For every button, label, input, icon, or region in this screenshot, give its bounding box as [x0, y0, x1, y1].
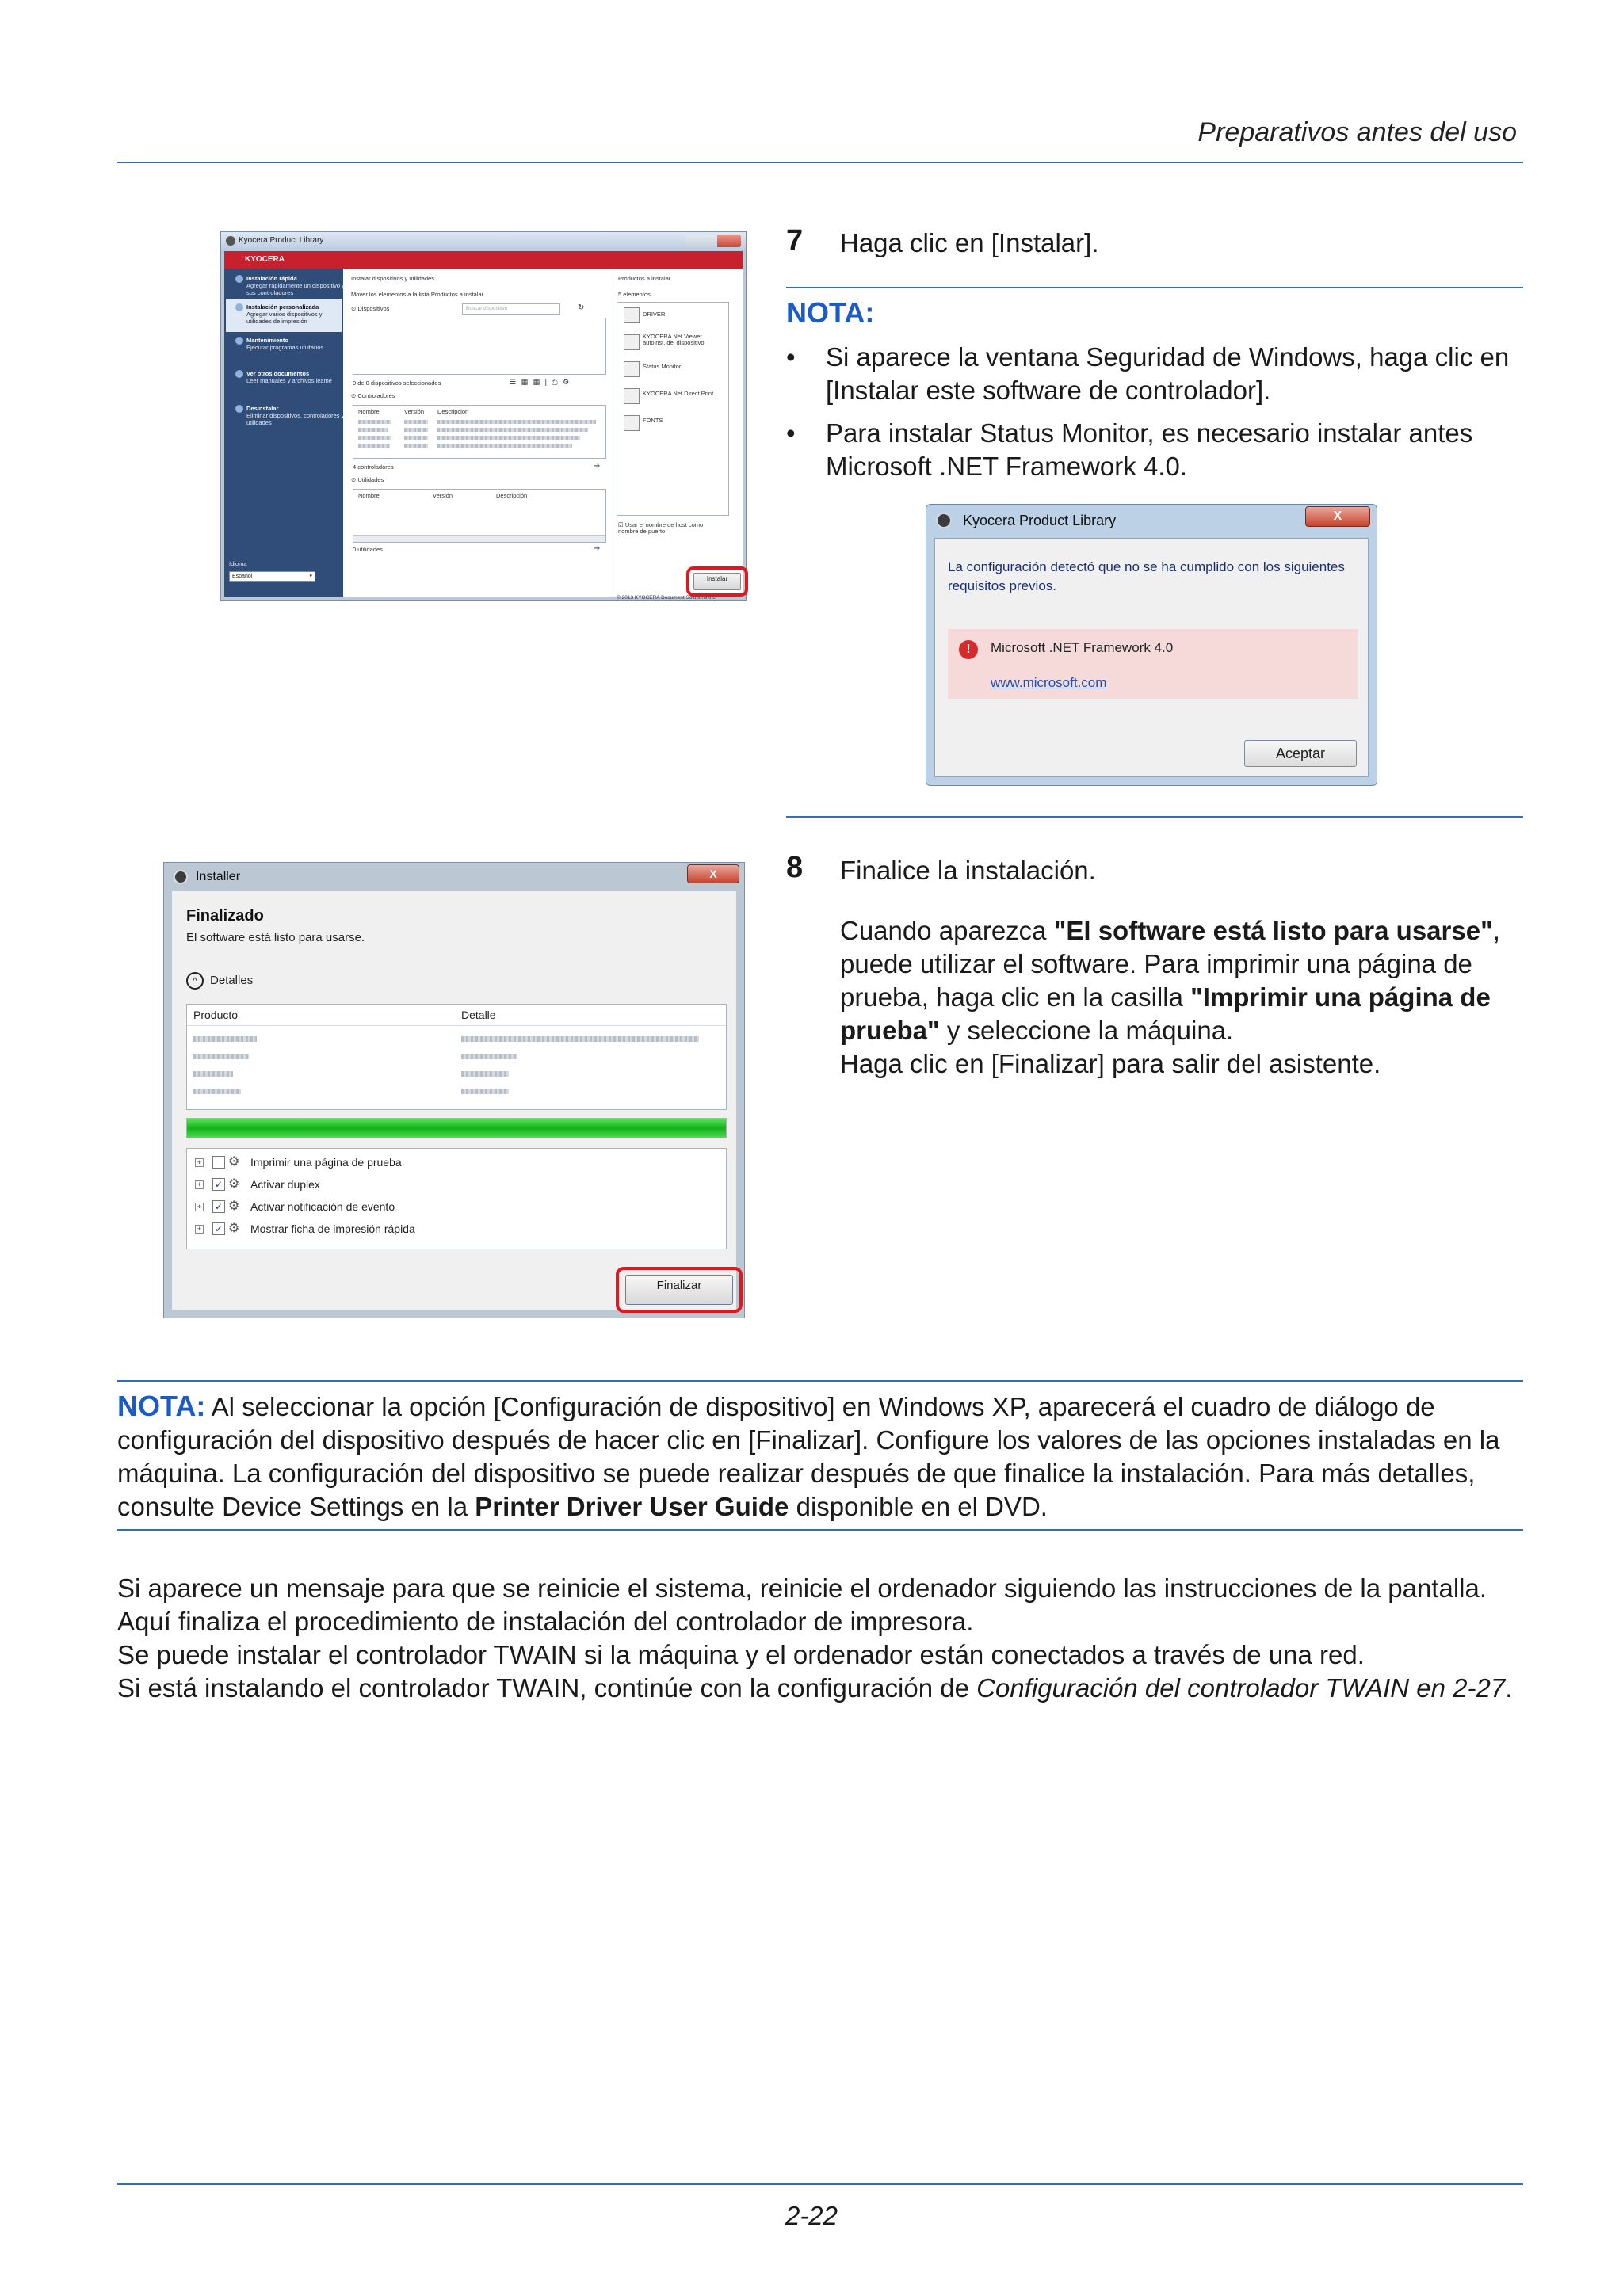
step8-paragraph: Cuando aparezca "El software está listo para usarse", puede utilizar el software. Para imprimir una página de prueba, haga clic en la casilla "Imprimir una página de prueba" y seleccione la máquina. Haga clic en [Finalizar] para salir del asistente. — [840, 916, 1500, 1078]
devices-section-label[interactable]: ⊙ Dispositivos — [351, 305, 390, 312]
device-toolbar-icons[interactable]: ☰ ▦ ▦ | ⎙ ⚙ — [510, 378, 571, 386]
gear-icon: ⚙ — [228, 1177, 240, 1191]
arrow-right-icon[interactable]: ➜ — [594, 462, 601, 471]
accept-button[interactable]: Aceptar — [1244, 740, 1357, 767]
products-title: Productos a instalar — [618, 275, 671, 282]
note-divider — [117, 1380, 1523, 1382]
page-number: 2-22 — [785, 2201, 838, 2230]
app-icon — [174, 870, 188, 884]
note-label: NOTA: — [786, 296, 875, 329]
step-text: Finalice la instalación. — [840, 856, 1096, 885]
sidebar-item-uninstall[interactable]: Desinstalar Eliminar dispositivos, controladores y utilidades — [239, 405, 346, 426]
drivers-count: 4 controladores — [353, 463, 394, 471]
finish-button[interactable]: Finalizar — [625, 1275, 733, 1305]
prerequisite-message: La configuración detectó que no se ha cumplido con los siguientes requisitos previos. — [948, 559, 1345, 593]
option-print-test-page[interactable]: + ⚙ Imprimir una página de prueba — [195, 1154, 402, 1171]
window-title: Kyocera Product Library — [239, 236, 324, 245]
chevron-up-icon: ^ — [186, 972, 204, 990]
custom-install-icon — [235, 303, 243, 311]
collapse-icon: ⊙ — [351, 392, 358, 399]
sidebar-item-maintenance[interactable]: Mantenimiento Ejecutar programas utilitarios — [239, 337, 346, 351]
checkbox[interactable]: ✓ — [212, 1200, 225, 1213]
copyright: © 2013 KYOCERA Document Solutions Inc. — [617, 595, 717, 601]
option-quick-print-tab[interactable]: + ✓ ⚙ Mostrar ficha de impresión rápida — [195, 1220, 415, 1238]
note-bullet: • Para instalar Status Monitor, es necesario instalar antes Microsoft .NET Framework 4.0. — [786, 418, 1473, 481]
close-button[interactable]: X — [1305, 506, 1370, 527]
utilities-count: 0 utilidades — [353, 546, 383, 553]
arrow-right-icon[interactable]: ➜ — [594, 544, 601, 553]
kyocera-logo: KYOCERA — [245, 255, 285, 264]
app-icon — [226, 236, 235, 246]
step-number: 7 — [786, 224, 804, 257]
install-button[interactable]: Instalar — [693, 573, 741, 590]
gear-icon: ⚙ — [228, 1222, 240, 1235]
step-number: 8 — [786, 851, 804, 884]
status-monitor-icon — [624, 361, 640, 377]
drivers-section-label[interactable]: ⊙ Controladores — [351, 392, 395, 399]
installer-title: Installer — [196, 870, 241, 883]
install-button-highlight — [686, 566, 748, 597]
device-search-input[interactable]: Buscar dispositivo — [462, 303, 560, 315]
finished-heading: Finalizado — [186, 907, 264, 925]
options-list — [186, 1148, 727, 1249]
window-titlebar — [221, 232, 746, 250]
drivers-table: Nombre Versión Descripción — [353, 405, 606, 459]
finish-button-highlight — [616, 1267, 743, 1313]
note-label: NOTA: — [117, 1390, 206, 1422]
product-library-window — [220, 231, 747, 601]
products-panel — [613, 270, 743, 601]
closing-text: Si aparece un mensaje para que se reinicie el sistema, reinicie el ordenador siguiendo las instrucciones de la pantalla. Aquí finaliza el procedimiento de instalación del controlador de impresora. Se puede instalar el controlador TWAIN si la máquina y el ordenador están conectados a través de una red. Si está instalando el controlador TWAIN, continúe con la configuración de Configuración del controlador TWAIN en 2-27. — [117, 1573, 1513, 1703]
host-name-checkbox[interactable]: ☑ Usar el nombre de host como nombre de puerto — [618, 521, 704, 535]
net-viewer-icon — [624, 334, 640, 350]
option-duplex[interactable]: + ✓ ⚙ Activar duplex — [195, 1176, 320, 1193]
collapse-icon: ⊙ — [351, 305, 358, 312]
dialog-titlebar — [926, 505, 1377, 536]
footer-divider — [117, 2183, 1523, 2185]
uninstall-icon — [235, 405, 243, 413]
installer-titlebar — [164, 863, 744, 891]
expand-icon[interactable]: + — [195, 1203, 204, 1211]
sidebar — [224, 269, 343, 597]
bottom-note: NOTA: Al seleccionar la opción [Configuración de dispositivo] en Windows XP, aparecerá el cuadro de diálogo de configuración del dispositivo después de hacer clic en [Finalizar]. Configure los valores de las opciones instaladas en la máquina. La configuración del dispositivo se puede realizar después de que finalice la instalación. Para más detalles, consulte Device Settings en la Printer Driver User Guide disponible en el DVD. — [117, 1390, 1500, 1521]
refresh-icon[interactable]: ↻ — [578, 303, 585, 312]
finished-subtitle: El software está listo para usarse. — [186, 931, 365, 944]
note-divider — [786, 287, 1523, 288]
horizontal-scrollbar[interactable] — [353, 535, 605, 542]
sidebar-item-documents[interactable]: Ver otros documentos Leer manuales y archivos léame — [239, 370, 346, 384]
progress-fill — [187, 1119, 726, 1138]
option-event-notification[interactable]: + ✓ ⚙ Activar notificación de evento — [195, 1198, 395, 1215]
error-icon: ! — [959, 640, 978, 659]
details-toggle[interactable]: ^ Detalles — [186, 971, 253, 991]
window-controls[interactable] — [685, 235, 741, 247]
utilities-table: Nombre Versión Descripción — [353, 489, 606, 543]
header-divider — [117, 162, 1523, 163]
main-hint: Mover los elementos a la lista Productos a instalar. — [351, 291, 485, 298]
checkbox[interactable] — [212, 1156, 225, 1169]
note-bullet: • Si aparece la ventana Seguridad de Windows, haga clic en [Instalar este software de controlador]. — [786, 342, 1510, 405]
requirement-name: Microsoft .NET Framework 4.0 — [991, 640, 1174, 655]
close-button[interactable]: X — [687, 864, 739, 883]
close-icon[interactable] — [717, 235, 741, 247]
documents-icon — [235, 370, 243, 378]
checkbox[interactable]: ✓ — [212, 1178, 225, 1191]
sidebar-item-custom-install[interactable]: Instalación personalizada Agregar varios dispositivos y utilidades de impresión — [239, 303, 346, 325]
maintenance-icon — [235, 337, 243, 345]
requirement-box — [948, 629, 1358, 699]
net-framework-dialog — [926, 504, 1377, 786]
fonts-icon — [624, 415, 640, 431]
products-list[interactable]: DRIVER KYOCERA Net Viewer autoinst. del dispositivo Status Monitor KYOCERA Net Direct Print FONTS — [617, 302, 729, 516]
utilities-section-label[interactable]: ⊙ Utilidades — [351, 476, 384, 483]
microsoft-link[interactable]: www.microsoft.com — [991, 675, 1107, 690]
language-label: Idioma — [229, 560, 247, 567]
sidebar-item-quick-install[interactable]: Instalación rápida Agregar rápidamente un dispositivo y sus controladores — [239, 275, 346, 296]
expand-icon[interactable]: + — [195, 1180, 204, 1189]
installer-window — [163, 862, 745, 1318]
expand-icon[interactable]: + — [195, 1225, 204, 1234]
gear-icon: ⚙ — [228, 1199, 240, 1213]
dialog-title: Kyocera Product Library — [963, 513, 1117, 528]
page-header-title: Preparativos antes del uso — [1197, 117, 1517, 147]
installed-products-table — [186, 1004, 727, 1110]
table-header: Producto Detalle — [187, 1005, 726, 1026]
step-text: Haga clic en [Instalar]. — [840, 228, 1099, 257]
language-select[interactable]: Español ▾ — [229, 571, 315, 582]
driver-icon — [624, 307, 640, 323]
note-divider — [117, 1529, 1523, 1531]
brand-bar — [224, 251, 743, 269]
devices-count: 0 de 0 dispositivos seleccionados — [353, 379, 441, 387]
chevron-down-icon: ▾ — [309, 574, 312, 579]
expand-icon[interactable]: + — [195, 1158, 204, 1167]
install-progress-bar — [186, 1118, 727, 1138]
quick-install-icon — [235, 275, 243, 283]
devices-list[interactable] — [353, 318, 606, 375]
net-direct-print-icon — [624, 388, 640, 404]
main-title: Instalar dispositivos y utilidades — [351, 275, 435, 282]
collapse-icon: ⊙ — [351, 476, 358, 483]
gear-icon: ⚙ — [228, 1155, 240, 1169]
app-icon — [936, 513, 952, 528]
step-divider — [786, 816, 1523, 818]
products-count: 5 elementos — [618, 291, 651, 298]
checkbox[interactable]: ✓ — [212, 1222, 225, 1235]
